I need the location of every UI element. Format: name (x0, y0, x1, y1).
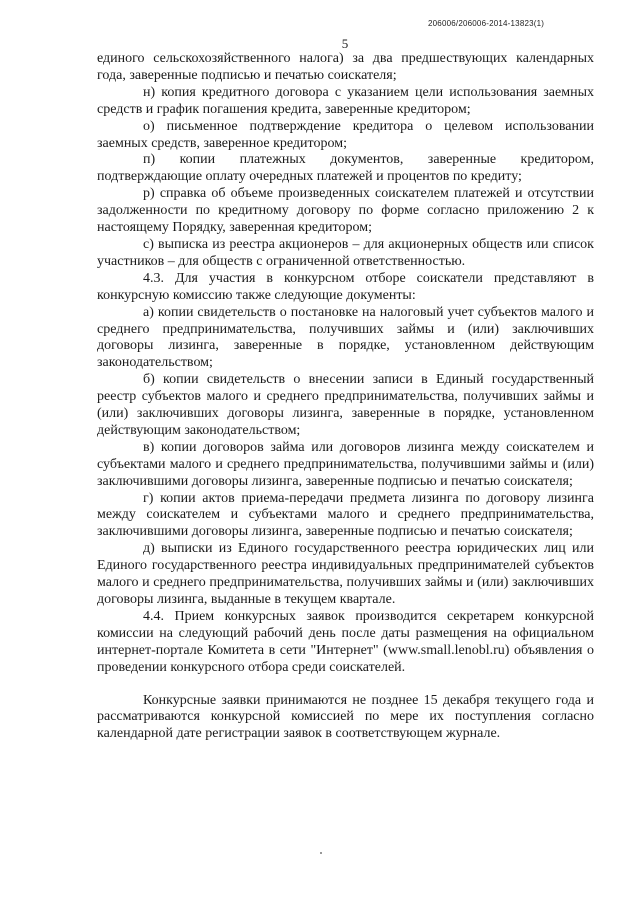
list-item-d: д) выписки из Единого государственного реестра юридических лиц или Единого государственного реестра индивидуальных предпринимателей субъектов малого и среднего предпринимательства, получивших займы и (или) заключивших договоры лизинга, выданные в текущем квартале. (97, 541, 594, 607)
list-item-a: а) копии свидетельств о постановке на налоговый учет субъектов малого и среднего предпринимательства, получивших займы и (или) заключивших договоры лизинга, заверенные в порядке, установленном действующим законодательством; (97, 304, 594, 371)
list-item-v: в) копии договоров займа или договоров лизинга между соискателем и субъектами малого и среднего предпринимательства, получившими займы и (или) заключившими договоры лизинга, заверенные подписью и печатью соискателя; (97, 439, 594, 489)
clause-4-4: 4.4. Прием конкурсных заявок производится секретарем конкурсной комиссии на следующий рабочий день после даты размещения на официальном интернет-портале Комитета в сети "Интернет" (www.small.lenobl.ru) объявления о проведении конкурсного отбора среди соискателей. (97, 608, 594, 675)
page-number: 5 (341, 36, 349, 51)
document-id: 206006/206006-2014-13823(1) (428, 19, 545, 28)
document-body (97, 51, 594, 743)
paragraph-continuation: единого сельскохозяйственного налога) за два предшествующих календарных года, заверенные подписью и печатью соискателя; (97, 51, 594, 83)
list-item-s: с) выписка из реестра акционеров – для акционерных обществ или список участников – для обществ с ограниченной ответственностью. (97, 236, 594, 269)
paragraph-deadline: Конкурсные заявки принимаются не позднее 15 декабря текущего года и рассматриваются конкурсной комиссией по мере их поступления согласно календарной дате регистрации заявок в соответствующем журнале. (97, 692, 594, 742)
clause-4-3: 4.3. Для участия в конкурсном отборе соискатели представляют в конкурсную комиссию также следующие документы: (97, 270, 594, 303)
scan-speck (320, 852, 322, 854)
list-item-r: р) справка об объеме произведенных соискателем платежей и отсутствии задолженности по кредитному договору по форме согласно приложению 2 к настоящему Порядку, заверенная кредитором; (97, 186, 594, 236)
list-item-n: н) копия кредитного договора с указанием цели использования заемных средств и график погашения кредита, заверенные кредитором; (97, 84, 594, 117)
list-item-b: б) копии свидетельств о внесении записи в Единый государственный реестр субъектов малого и среднего предпринимательства, получивших займы и (или) заключивших договоры лизинга, заверенные в порядке, установленном действующим законодательством; (97, 372, 594, 438)
list-item-g: г) копии актов приема-передачи предмета лизинга по договору лизинга между соискателем и субъектами малого и среднего предпринимательства, заключившими договоры лизинга, заверенные подписью и печатью соискателя; (97, 490, 594, 540)
list-item-p: п) копии платежных документов, заверенные кредитором, подтверждающие оплату очередных платежей и процентов по кредиту; (97, 152, 594, 185)
list-item-o: о) письменное подтверждение кредитора о целевом использовании заемных средств, заверенное кредитором; (97, 118, 594, 151)
